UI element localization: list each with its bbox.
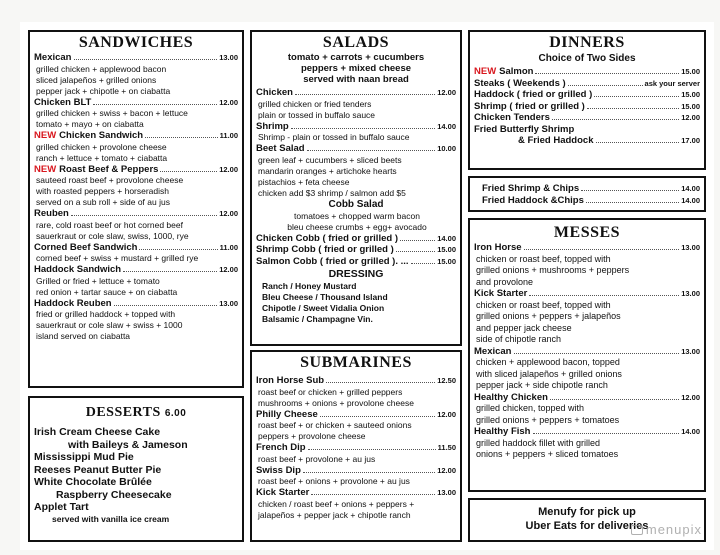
item-price: 13.00 <box>437 488 456 497</box>
item-price: 14.00 <box>681 184 700 193</box>
item-description: mandarin oranges + artichoke hearts <box>258 165 397 176</box>
item-description: chicken + applewood bacon, topped <box>476 357 620 367</box>
dot-leader <box>550 392 679 400</box>
item-name: Mexican <box>474 345 512 357</box>
item-price: 15.00 <box>681 101 700 111</box>
item-description: grilled onions + mushrooms + peppers <box>476 265 630 275</box>
item-price: 11.00 <box>219 131 238 140</box>
item-name: Beet Salad <box>256 143 305 154</box>
menu-item <box>256 143 456 155</box>
item-description: jalapeños + pepper jack + chipotle ranch <box>258 509 411 520</box>
item-name: Philly Cheese <box>256 408 318 420</box>
item-name: Healthy Chicken <box>474 391 548 403</box>
item-description: sauerkraut or cole slaw, swiss, 1000, rye <box>36 230 189 241</box>
item-description: ranch + lettuce + tomato + ciabatta <box>36 152 168 163</box>
salads-section <box>250 30 462 346</box>
item-name: Salmon <box>499 66 534 77</box>
cobb-salad-title: Cobb Salad <box>328 198 384 210</box>
item-price: 10.00 <box>437 144 456 153</box>
menu-item <box>34 264 238 276</box>
item-description: sauteed roast beef + provolone cheese <box>36 175 184 185</box>
menu-item <box>256 442 456 454</box>
item-price: 14.00 <box>681 195 700 205</box>
menu-item <box>34 242 238 254</box>
item-name: Reuben <box>34 208 69 219</box>
dessert-line: with Baileys & Jameson <box>68 438 188 451</box>
item-name: Fried Shrimp & Chips <box>482 183 580 194</box>
item-description: and pepper jack cheese <box>476 322 572 333</box>
dot-leader <box>123 264 217 272</box>
dot-leader <box>586 195 679 203</box>
item-description: side of chipotle ranch <box>476 334 562 344</box>
dessert-line: Raspberry Cheesecake <box>56 488 172 501</box>
item-description: roast beef or chicken + grilled peppers <box>258 386 403 397</box>
item-price: 15.00 <box>437 245 456 254</box>
menu-item <box>474 195 700 207</box>
menu-item <box>474 242 700 254</box>
item-name: French Dip <box>256 442 306 453</box>
sandwiches-title: SANDWICHES <box>78 34 194 51</box>
item-description: grilled chicken + applewood bacon <box>36 63 167 74</box>
item-name: Roast Beef & Peppers <box>59 163 159 175</box>
item-description: roast beef + provolone + au jus <box>258 453 376 464</box>
menu-item <box>474 124 700 136</box>
item-name: Corned Beef Sandwich <box>34 241 138 253</box>
item-description: served on a sub roll + side of au jus <box>36 197 170 207</box>
item-name: Salmon Cobb ( fried or grilled ). ... <box>256 255 409 267</box>
item-name: Iron Horse <box>474 242 522 253</box>
item-description: grilled chicken + swiss + bacon + lettuce <box>36 108 188 118</box>
item-description: pistachios + feta cheese <box>258 176 350 187</box>
item-description: corned beef + swiss + mustard + grilled rye <box>36 253 199 263</box>
item-name: Shrimp Cobb ( fried or grilled ) <box>256 244 394 255</box>
submarines-title: SUBMARINES <box>300 354 412 371</box>
cobb-list <box>256 233 456 268</box>
dot-leader <box>411 256 436 264</box>
menu-item <box>34 130 238 142</box>
mess-list <box>474 242 700 461</box>
menu-item <box>256 375 456 387</box>
item-price: 12.00 <box>219 209 238 218</box>
cobb-desc: bleu cheese crumbs + egg+ avocado <box>287 221 427 232</box>
menu-item <box>474 426 700 438</box>
item-description: sliced jalapeños + grilled onions <box>36 74 157 85</box>
dessert-line: served with vanilla ice cream <box>52 513 170 524</box>
menu-item <box>34 52 238 64</box>
dot-leader <box>514 346 680 354</box>
item-name: Chicken <box>256 87 293 98</box>
new-badge: NEW <box>474 66 497 77</box>
menu-item <box>256 465 456 477</box>
item-description: chicken add $3 shrimp / salmon add $5 <box>258 187 406 198</box>
item-name: Chicken Cobb ( fried or grilled ) <box>256 232 398 244</box>
item-price: 12.50 <box>437 376 456 385</box>
dot-leader <box>160 164 217 172</box>
dinners-subtitle: Choice of Two Sides <box>538 53 636 64</box>
item-description: and provolone <box>476 276 534 287</box>
dot-leader <box>587 101 679 109</box>
dot-leader <box>307 143 436 151</box>
menu-item <box>474 89 700 101</box>
item-description: peppers + provolone cheese <box>258 431 366 441</box>
menu-item <box>256 409 456 421</box>
dot-leader <box>594 89 679 97</box>
dressing-line: Ranch / Honey Mustard <box>262 281 357 291</box>
dot-leader <box>396 244 435 252</box>
item-price: 12.00 <box>437 88 456 97</box>
dot-leader <box>71 208 217 216</box>
item-price: ask your server <box>644 78 700 88</box>
new-badge: NEW <box>34 130 57 141</box>
item-name: Shrimp <box>256 120 289 132</box>
item-price: 13.00 <box>681 289 700 298</box>
item-description: tomato + mayo + on ciabatta <box>36 119 144 129</box>
dot-leader <box>295 87 435 95</box>
item-price: 12.00 <box>219 265 238 274</box>
fish-and-chips-section <box>468 176 706 212</box>
dot-leader <box>581 183 679 191</box>
item-description: plain or tossed in buffalo sauce <box>258 109 376 120</box>
item-price: 14.00 <box>437 233 456 243</box>
menu-item <box>34 164 238 176</box>
item-description: grilled chicken + provolone cheese <box>36 141 167 152</box>
menu-item <box>34 208 238 220</box>
dressing-line: Chipotle / Sweet Vidalia Onion <box>262 303 385 313</box>
dot-leader <box>552 112 679 120</box>
dot-leader <box>145 130 218 138</box>
dot-leader <box>93 97 217 105</box>
item-description: mushrooms + onions + provolone cheese <box>258 397 414 408</box>
watermark-text: menupix <box>645 522 702 537</box>
item-price: 14.00 <box>437 121 456 131</box>
dessert-line: Irish Cream Cheese Cake <box>34 426 161 438</box>
dessert-line: Mississippi Mud Pie <box>34 451 134 463</box>
item-description: pepper jack + side chipotle ranch <box>476 380 608 390</box>
item-name: Chicken BLT <box>34 96 92 108</box>
dessert-line: Reeses Peanut Butter Pie <box>34 463 162 476</box>
item-price: 13.00 <box>681 346 700 356</box>
menu-item <box>474 101 700 113</box>
dinner-list <box>474 66 700 124</box>
item-description: island served on ciabatta <box>36 331 131 341</box>
menu-item <box>256 256 456 268</box>
dot-leader <box>139 242 217 250</box>
desserts-title <box>34 404 238 423</box>
item-description: chicken or roast beef, topped with <box>476 253 611 264</box>
cobb-desc: tomatoes + chopped warm bacon <box>294 210 420 221</box>
item-name: Healthy Fish <box>474 426 531 437</box>
item-description: sauerkraut or cole slaw + swiss + 1000 <box>36 320 183 330</box>
menu-item <box>474 135 700 147</box>
sandwiches-section <box>28 30 244 388</box>
item-name: Haddock Reuben <box>34 297 112 309</box>
item-description: pepper jack + chipotle + on ciabatta <box>36 85 171 96</box>
item-price: 12.00 <box>681 113 700 122</box>
item-name: Fried Haddock &Chips <box>482 194 584 206</box>
item-description: grilled haddock fillet with grilled <box>476 437 601 448</box>
menu-item <box>256 233 456 245</box>
menu-item <box>474 346 700 358</box>
dinners-section <box>468 30 706 170</box>
item-description: Grilled or fried + lettuce + tomato <box>36 275 160 286</box>
item-description: grilled chicken or fried tenders <box>258 98 372 109</box>
item-price: 12.00 <box>219 97 238 107</box>
menu-item <box>474 112 700 124</box>
item-price: 11.00 <box>219 242 238 252</box>
salads-subtitle: served with naan bread <box>303 74 409 85</box>
messes-title: MESSES <box>553 224 621 241</box>
item-description: red onion + tartar sauce + on ciabatta <box>36 286 178 297</box>
menu-item <box>474 78 700 90</box>
item-description: green leaf + cucumbers + sliced beets <box>258 154 402 165</box>
item-name: Haddock ( fried or grilled ) <box>474 89 593 100</box>
menu-item <box>34 97 238 109</box>
item-price: 12.00 <box>437 465 456 475</box>
dressing-line: Bleu Cheese / Thousand Island <box>262 292 388 302</box>
item-description: grilled onions + peppers + tomatoes <box>476 414 620 425</box>
item-price: 11.50 <box>437 443 456 452</box>
item-price: 15.00 <box>681 90 700 99</box>
item-name: Kick Starter <box>256 487 310 498</box>
item-name: Chicken Tenders <box>474 112 550 123</box>
dot-leader <box>596 135 680 143</box>
menu-item <box>256 487 456 499</box>
messes-section <box>468 218 706 492</box>
item-description: onions + peppers + sliced tomatoes <box>476 449 619 459</box>
menu-item <box>474 288 700 300</box>
item-description: grilled chicken, topped with <box>476 403 585 413</box>
item-price: 14.00 <box>681 427 700 436</box>
item-name: Haddock Sandwich <box>34 264 122 275</box>
menu-item <box>474 183 700 195</box>
item-description: Shrimp - plain or tossed in buffalo sauce <box>258 132 410 142</box>
item-description: with roasted peppers + horseradish <box>36 186 170 196</box>
dot-leader <box>326 375 435 383</box>
dot-leader <box>114 298 218 306</box>
item-name: Fried Butterfly Shrimp <box>474 123 575 135</box>
desserts-price: 6.00 <box>164 408 187 419</box>
item-description: chicken or roast beef, topped with <box>476 299 611 310</box>
watermark <box>631 522 702 537</box>
dot-leader <box>74 52 218 60</box>
dessert-line: Applet Tart <box>34 501 89 513</box>
pickup-text: Menufy for pick up <box>538 506 636 518</box>
item-price: 17.00 <box>681 136 700 145</box>
salads-title: SALADS <box>322 34 390 51</box>
new-badge: NEW <box>34 163 57 175</box>
sandwich-list <box>34 52 238 342</box>
item-name: Chicken Sandwich <box>59 130 144 141</box>
desserts-section <box>28 396 244 542</box>
item-price: 15.00 <box>437 256 456 266</box>
dot-leader <box>535 66 679 74</box>
submarine-list <box>256 375 456 521</box>
menu-sheet <box>20 22 714 550</box>
menu-item <box>474 66 700 78</box>
dot-leader <box>568 78 643 86</box>
desserts-title-text: DESSERTS <box>85 405 161 420</box>
fried-list <box>474 183 700 206</box>
item-name: Iron Horse Sub <box>256 375 325 386</box>
dinners-title: DINNERS <box>549 34 625 51</box>
item-name: & Fried Haddock <box>518 135 594 146</box>
item-description: chicken / roast beef + onions + peppers + <box>258 498 415 509</box>
dot-leader <box>308 442 436 450</box>
item-description: grilled onions + peppers + jalapeños <box>476 311 621 321</box>
dot-leader <box>400 233 435 241</box>
dessert-line: White Chocolate Brûlée <box>34 476 152 488</box>
dressing-line: Balsamic / Champagne Vin. <box>262 314 373 324</box>
delivery-text: Uber Eats for deliveries <box>525 520 649 532</box>
dot-leader <box>320 409 435 417</box>
item-price: 12.00 <box>437 409 456 419</box>
salads-subtitle: peppers + mixed cheese <box>300 63 412 74</box>
submarines-section <box>250 350 462 542</box>
dot-leader <box>291 121 435 129</box>
item-price: 13.00 <box>219 53 238 62</box>
item-name: Shrimp ( fried or grilled ) <box>474 100 585 112</box>
item-price: 13.00 <box>219 298 238 308</box>
dot-leader <box>303 465 435 473</box>
item-description: with sliced jalapeños + grilled onions <box>476 368 622 379</box>
item-description: roast beef + or chicken + sauteed onions <box>258 420 412 430</box>
item-price: 12.00 <box>219 164 238 174</box>
item-name: Mexican <box>34 52 72 63</box>
item-name: Swiss Dip <box>256 464 301 476</box>
item-price: 13.00 <box>681 243 700 252</box>
item-description: roast beef + onions + provolone + au jus <box>258 476 410 486</box>
item-price: 15.00 <box>681 67 700 76</box>
menu-item <box>256 87 456 99</box>
camera-icon <box>631 525 643 535</box>
dot-leader <box>524 242 680 250</box>
menu-item <box>256 244 456 256</box>
item-description: fried or grilled haddock + topped with <box>36 309 176 319</box>
item-description: rare, cold roast beef or hot corned beef <box>36 219 183 230</box>
item-price: 12.00 <box>681 392 700 402</box>
dressing-title: DRESSING <box>328 268 384 280</box>
menu-item <box>256 121 456 133</box>
salad-list <box>256 87 456 199</box>
dot-leader <box>311 487 435 495</box>
salads-subtitle: tomato + carrots + cucumbers <box>287 52 425 63</box>
menu-item <box>474 392 700 404</box>
dot-leader <box>529 288 679 296</box>
menu-item <box>34 298 238 310</box>
dot-leader <box>533 426 680 434</box>
item-name: Kick Starter <box>474 288 528 299</box>
item-name: Steaks ( Weekends ) <box>474 77 566 89</box>
